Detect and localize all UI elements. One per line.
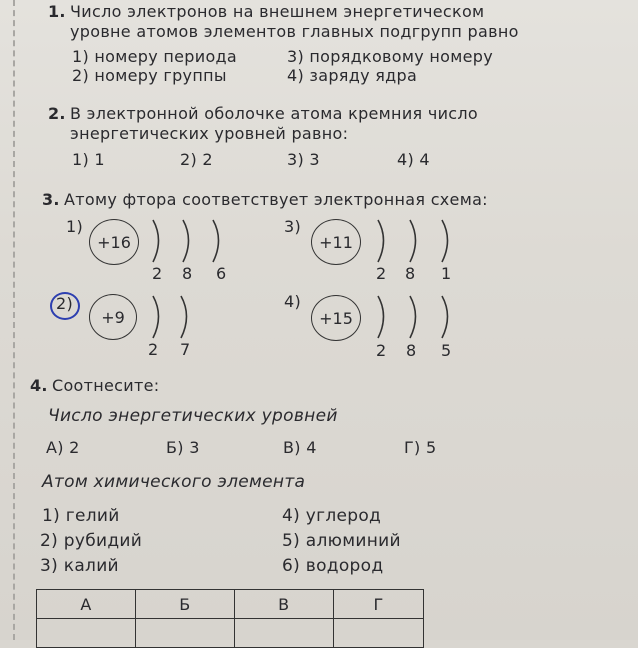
q1-number: 1.: [48, 2, 66, 21]
scheme3-e2: 8: [405, 264, 416, 283]
answer-header-a: А: [37, 590, 136, 619]
element-2: 2) рубидий: [40, 531, 143, 551]
q2-option-2: 2) 2: [180, 150, 213, 169]
element-1: 1) гелий: [42, 506, 120, 526]
element-3: 3) калий: [40, 556, 119, 576]
scheme1-label: 1): [66, 217, 84, 236]
q1-option-2: 2) номеру группы: [72, 66, 227, 85]
answer-table: [36, 589, 424, 648]
scheme4-e2: 8: [406, 341, 417, 360]
q2-option-4: 4) 4: [397, 150, 430, 169]
scheme1-e3: 6: [216, 264, 227, 283]
q4-subtitle-elements: Атом химического элемента: [42, 472, 306, 492]
element-5: 5) алюминий: [282, 531, 401, 551]
scheme1-nucleus: [89, 219, 139, 265]
level-v: В) 4: [283, 438, 317, 457]
answer-cell-v[interactable]: [234, 619, 333, 648]
scheme4-shell-arcs: [375, 294, 465, 344]
q2-option-3: 3) 3: [287, 150, 320, 169]
q2-option-1: 1) 1: [72, 150, 105, 169]
q4-subtitle-levels: Число энергетических уровней: [48, 406, 338, 426]
q1-line2: уровне атомов элементов главных подгрупп равно: [70, 22, 519, 41]
q3-text: Атому фтора соответствует электронная схема:: [64, 190, 488, 209]
answer-header-b: Б: [135, 590, 234, 619]
scheme3-label: 3): [284, 217, 302, 236]
scheme4-e1: 2: [376, 341, 387, 360]
scheme2-shell-arcs: [150, 294, 210, 344]
scheme2-e1: 2: [148, 340, 159, 359]
scheme3-e3: 1: [441, 264, 452, 283]
answer-table-header-row: [37, 590, 424, 619]
scheme3-shell-arcs: [375, 218, 465, 268]
dashed-cut-line: [13, 0, 15, 640]
answer-table-input-row: [37, 619, 424, 648]
scheme4-e3: 5: [441, 341, 452, 360]
scheme1-nucleus-charge: +16: [97, 232, 131, 252]
scheme3-nucleus: [311, 219, 361, 265]
scheme3-nucleus-charge: +11: [319, 232, 353, 252]
scheme2-nucleus: [89, 294, 137, 340]
scheme4-nucleus: [311, 295, 361, 341]
q4-text: Соотнесите:: [52, 376, 160, 395]
level-b: Б) 3: [166, 438, 200, 457]
element-4: 4) углерод: [282, 506, 382, 526]
q1-line1: Число электронов на внешнем энергетическом: [70, 2, 485, 21]
scheme2-e2: 7: [180, 340, 191, 359]
scheme1-e2: 8: [182, 264, 193, 283]
q3-number: 3.: [42, 190, 60, 209]
q1-option-3: 3) порядковому номеру: [287, 47, 493, 66]
q2-number: 2.: [48, 104, 66, 123]
answer-cell-b[interactable]: [135, 619, 234, 648]
q2-line1: В электронной оболочке атома кремния число: [70, 104, 478, 123]
scheme2-nucleus-charge: +9: [101, 307, 125, 327]
answer-header-v: В: [234, 590, 333, 619]
q1-option-4: 4) заряду ядра: [287, 66, 418, 85]
element-6: 6) водород: [282, 556, 384, 576]
q4-number: 4.: [30, 376, 48, 395]
answer-header-g: Г: [333, 590, 423, 619]
answer-cell-a[interactable]: [37, 619, 136, 648]
scheme1-shell-arcs: [150, 218, 240, 268]
scheme4-label: 4): [284, 292, 302, 311]
answer-cell-g[interactable]: [333, 619, 423, 648]
q1-option-1: 1) номеру периода: [72, 47, 237, 66]
q2-line2: энергетических уровней равно:: [70, 124, 349, 143]
scheme1-e1: 2: [152, 264, 163, 283]
scheme2-label: 2): [56, 294, 74, 313]
scheme4-nucleus-charge: +15: [319, 308, 353, 328]
level-a: А) 2: [46, 438, 80, 457]
scheme3-e1: 2: [376, 264, 387, 283]
level-g: Г) 5: [404, 438, 437, 457]
